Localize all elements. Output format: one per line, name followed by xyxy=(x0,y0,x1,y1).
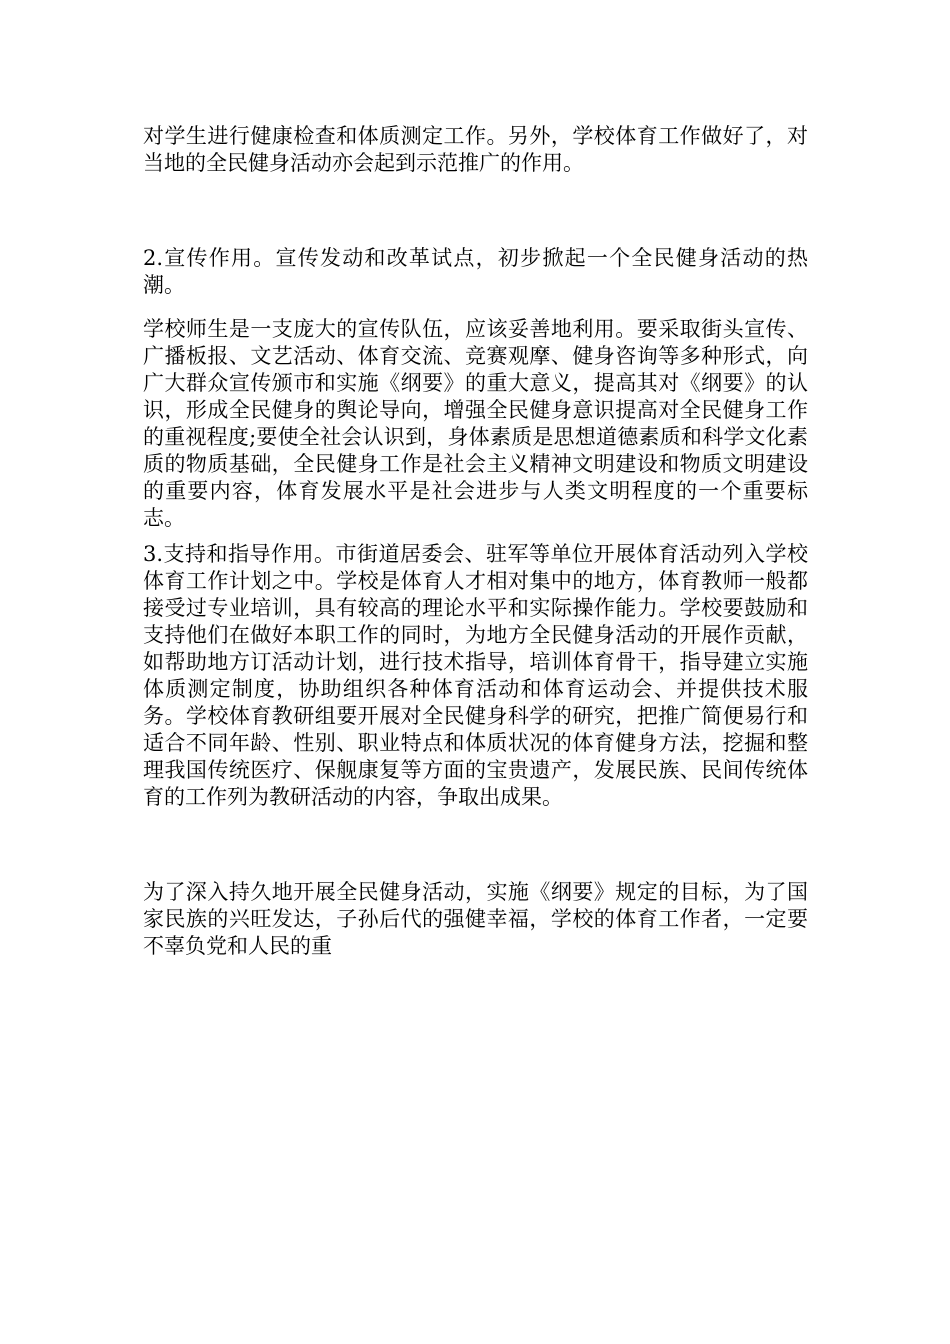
paragraph-health-check: 对学生进行健康检查和体质测定工作。另外，学校体育工作做好了，对当地的全民健身活动亦会起到示范推广的作用。 xyxy=(143,124,808,175)
paragraph-publicity-body: 学校师生是一支庞大的宣传队伍，应该妥善地利用。要采取街头宣传、广播板报、文艺活动、体育交流、竞赛观摩、健身咨询等多种形式，向广大群众宣传颁市和实施《纲要》的重大意义，提高其对《纲要》的认识，形成全民健身的舆论导向，增强全民健身意识提高对全民健身工作的重视程度;要使全社会认识到，身体素质是思想道德素质和科学文化素质的物质基础，全民健身工作是社会主义精神文明建设和物质文明建设的重要内容，体育发展水平是社会进步与人类文明程度的一个重要标志。 xyxy=(143,317,808,530)
paragraph-support-guidance: 3.支持和指导作用。市街道居委会、驻军等单位开展体育活动列入学校体育工作计划之中。学校是体育人才相对集中的地方，体育教师一般都接受过专业培训，具有较高的理论水平和实际操作能力。学校要鼓励和支持他们在做好本职工作的同时，为地方全民健身活动的开展作贡献，如帮助地方订活动计划，进行技术指导，培训体育骨干，指导建立实施体质测定制度，协助组织各种体育活动和体育运动会、并提供技术服务。学校体育教研组要开展对全民健身科学的研究，把推广简便易行和适合不同年龄、性别、职业特点和体质状况的体育健身方法，挖掘和整理我国传统医疗、保舰康复等方面的宝贵遗产，发展民族、民间传统体育的工作列为教研活动的内容，争取出成果。 xyxy=(143,542,808,809)
paragraph-publicity-heading: 2.宣传作用。宣传发动和改革试点，初步掀起一个全民健身活动的热潮。 xyxy=(143,246,808,297)
paragraph-conclusion: 为了深入持久地开展全民健身活动，实施《纲要》规定的目标，为了国家民族的兴旺发达，子孙后代的强健幸福，学校的体育工作者，一定要不辜负党和人民的重 xyxy=(143,880,808,958)
